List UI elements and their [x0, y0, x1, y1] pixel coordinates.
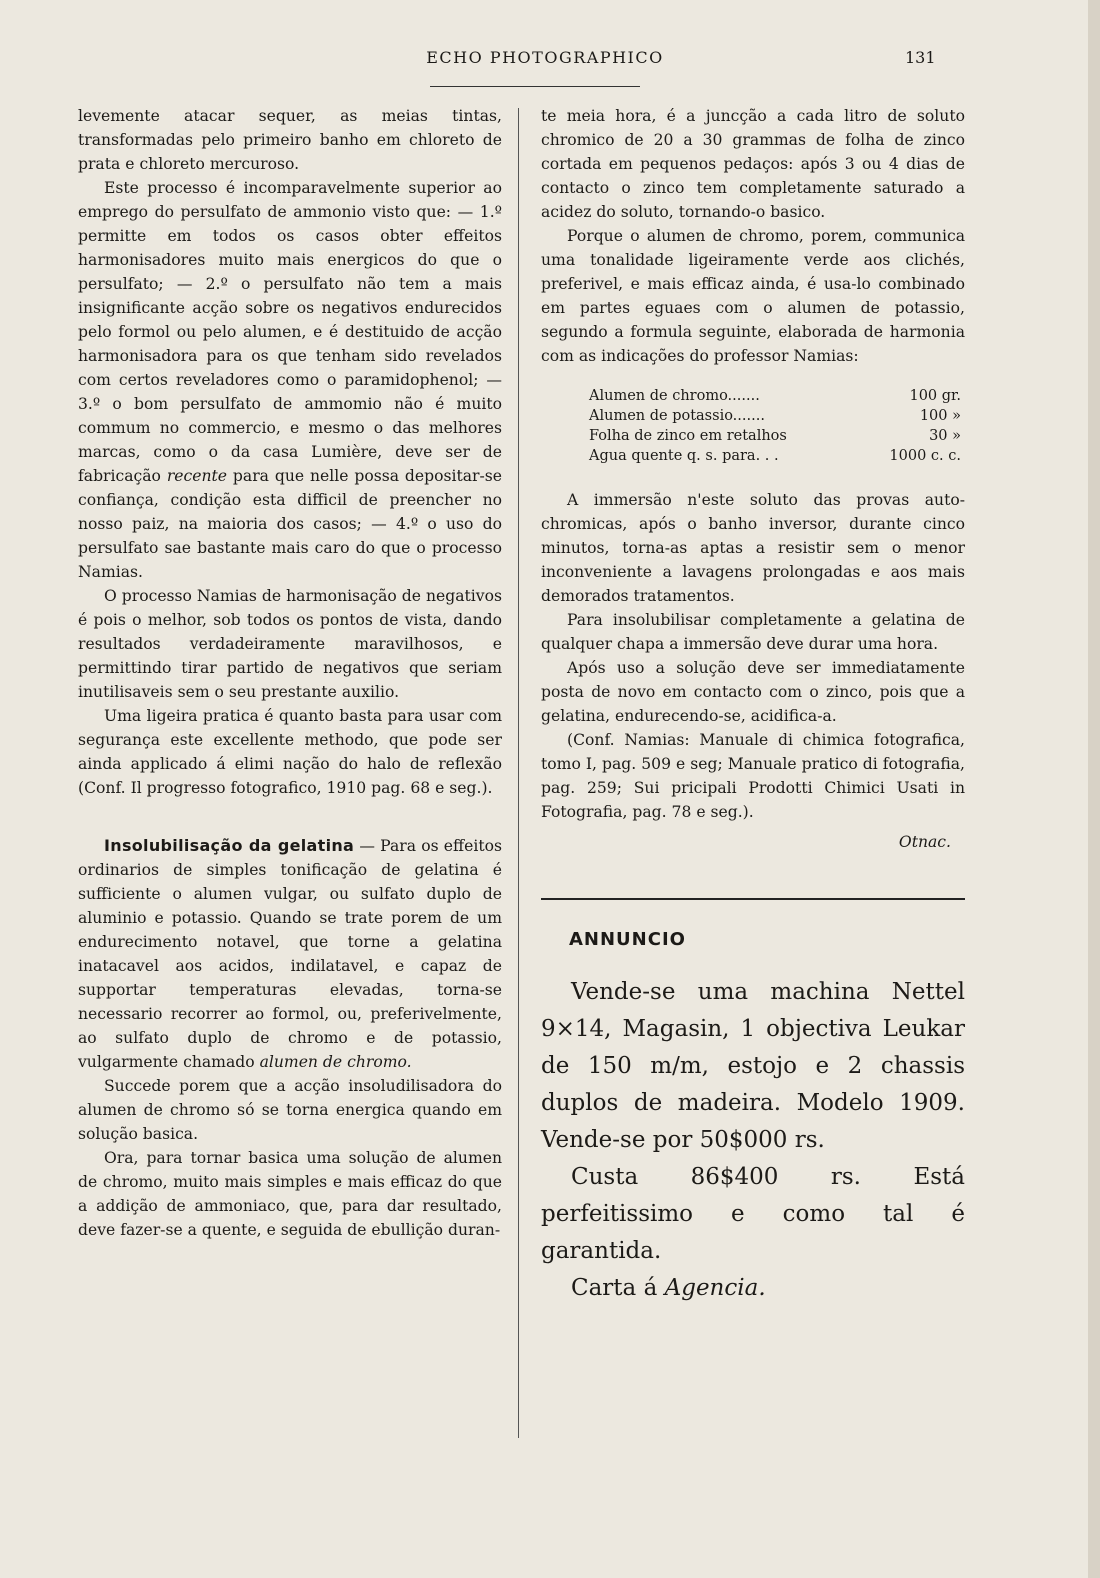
right-column: [541, 104, 965, 1307]
announcement-body: [541, 974, 965, 1307]
separator-rule: [541, 898, 965, 900]
italic-word: recente: [166, 467, 228, 485]
paragraph: te meia hora, é a juncção a cada litro de soluto chromico de 20 a 30 grammas de folha de zinco cortada em pequenos pedaços: após 3 ou 4 dias de contacto o zinco tem completamente saturado a acidez do soluto, tornando-o basico.: [541, 107, 965, 221]
page-number: 131: [905, 48, 936, 67]
announcement-paragraph: Vende-se uma machina Nettel 9×14, Magasin, 1 objectiva Leukar de 150 m/m, estojo e 2 chassis duplos de madeira. Modelo 1909. Vende-se por 50$000 rs.: [541, 979, 965, 1153]
ingredient-name: Folha de zinco em retalhos: [589, 428, 787, 444]
author-signature: Otnac.: [898, 833, 951, 851]
announcement-paragraph: [541, 1270, 965, 1307]
left-column: [78, 104, 502, 1242]
announcement-title: ANNUNCIO: [569, 929, 686, 950]
formula-row: [589, 406, 965, 426]
section-paragraph: [78, 834, 502, 1074]
paragraph: Succede porem que a acção insoludilisadora do alumen de chromo só se torna energica quando em solução basica.: [78, 1077, 502, 1143]
ingredient-amount: 100 »: [919, 408, 961, 424]
formula-row: [589, 426, 965, 446]
header-rule: [430, 86, 640, 87]
ingredient-amount: 1000 c. c.: [889, 448, 961, 464]
paragraph: (Conf. Namias: Manuale di chimica fotografica, tomo I, pag. 509 e seg; Manuale pratico di fotografia, pag. 259; Sui pricipali Prodotti Chimici Usati in Fotografia, pag. 78 e seg.).: [541, 731, 965, 821]
paragraph: [78, 176, 502, 584]
paragraph-text: Este processo é incomparavelmente superior ao emprego do persulfato de ammonio visto que: — 1.º permitte em todos os casos obter effeitos harmonisadores muito mais energicos do que o persulfato; — 2.º o persulfato não tem a mais insignificante acção sobre os negativos endurecidos pelo formol ou pelo alumen, e é destituido de acção harmonisadora para os que tenham sido revelados com certos reveladores como o paramidophenol; — 3.º o bom persulfato de ammomio não é muito commum no commercio, e mesmo o das melhores marcas, como o da casa Lumière, deve ser de fabricação: [78, 179, 502, 485]
formula-row: [589, 386, 965, 406]
ingredient-name: Alumen de potassio.......: [589, 408, 765, 424]
italic-term: alumen de chromo.: [259, 1053, 412, 1071]
paragraph: Após uso a solução deve ser immediatamente posta de novo em contacto com o zinco, pois que a gelatina, endurecendo-se, acidifica-a.: [541, 659, 965, 725]
paragraph: levemente atacar sequer, as meias tintas, transformadas pelo primeiro banho em chloreto de prata e chloreto mercuroso.: [78, 107, 502, 173]
section-lead: — Para os effeitos ordinarios de simples tonificação de gelatina é sufficiente o alumen vulgar, ou sulfato duplo de aluminio e potassio. Quando se trate porem de um endurecimento notavel, que torne a gelatina inatacavel aos acidos, indilatavel, e capaz de supportar temperaturas elevadas, torna-se necessario recorrer ao formol, ou, preferivelmente, ao sulfato duplo de chromo e de potassio, vulgarmente chamado: [78, 837, 502, 1071]
ingredient-name: Agua quente q. s. para. . .: [589, 448, 779, 464]
ingredient-amount: 30 »: [929, 428, 961, 444]
section-spacer: [78, 800, 502, 834]
formula-row: [589, 446, 965, 466]
announcement-text: Carta á: [571, 1275, 658, 1301]
paragraph-text: para que nelle possa depositar-se confiança, condição esta difficil de preencher no nosso paiz, na maioria dos casos; — 4.º o uso do persulfato sae bastante mais caro do que o processo Namias.: [78, 467, 502, 581]
paragraph: A immersão n'este soluto das provas auto-chromicas, após o banho inversor, durante cinco minutos, torna-as aptas a resistir sem o menor inconveniente a lavagens prolongadas e aos mais demorados tratamentos.: [541, 491, 965, 605]
paragraph: Porque o alumen de chromo, porem, communica uma tonalidade ligeiramente verde aos clichés, preferivel, e mais efficaz ainda, é usa-lo combinado em partes eguaes com o alumen de potassio, segundo a formula seguinte, elaborada de harmonia com as indicações do professor Namias:: [541, 227, 965, 365]
paragraph: Ora, para tornar basica uma solução de alumen de chromo, muito mais simples e mais efficaz do que a addição de ammoniaco, que, para dar resultado, deve fazer-se a quente, e seguida de ebullição duran-: [78, 1149, 502, 1239]
column-divider: [518, 108, 519, 1438]
formula-table: [589, 386, 965, 466]
agency-name: Agencia.: [664, 1275, 766, 1301]
journal-title: ECHO PHOTOGRAPHICO: [426, 48, 664, 67]
page-edge: [1088, 0, 1100, 1578]
section-heading: Insolubilisação da gelatina: [104, 836, 355, 855]
ingredient-name: Alumen de chromo.......: [589, 388, 760, 404]
paragraph: Uma ligeira pratica é quanto basta para usar com segurança este excellente methodo, que pode ser ainda applicado á elimi nação do halo de reflexão (Conf. Il progresso fotografico, 1910 pag. 68 e seg.).: [78, 707, 502, 797]
ingredient-amount: 100 gr.: [909, 388, 961, 404]
announcement-paragraph: Custa 86$400 rs. Está perfeitissimo e como tal é garantida.: [541, 1164, 965, 1264]
paragraph: O processo Namias de harmonisação de negativos é pois o melhor, sob todos os pontos de vista, dando resultados verdadeiramente maravilhosos, e permittindo tirar partido de negativos que seriam inutilisaveis sem o seu prestante auxilio.: [78, 587, 502, 701]
page-header: [0, 40, 1100, 80]
paragraph: Para insolubilisar completamente a gelatina de qualquer chapa a immersão deve durar uma hora.: [541, 611, 965, 653]
